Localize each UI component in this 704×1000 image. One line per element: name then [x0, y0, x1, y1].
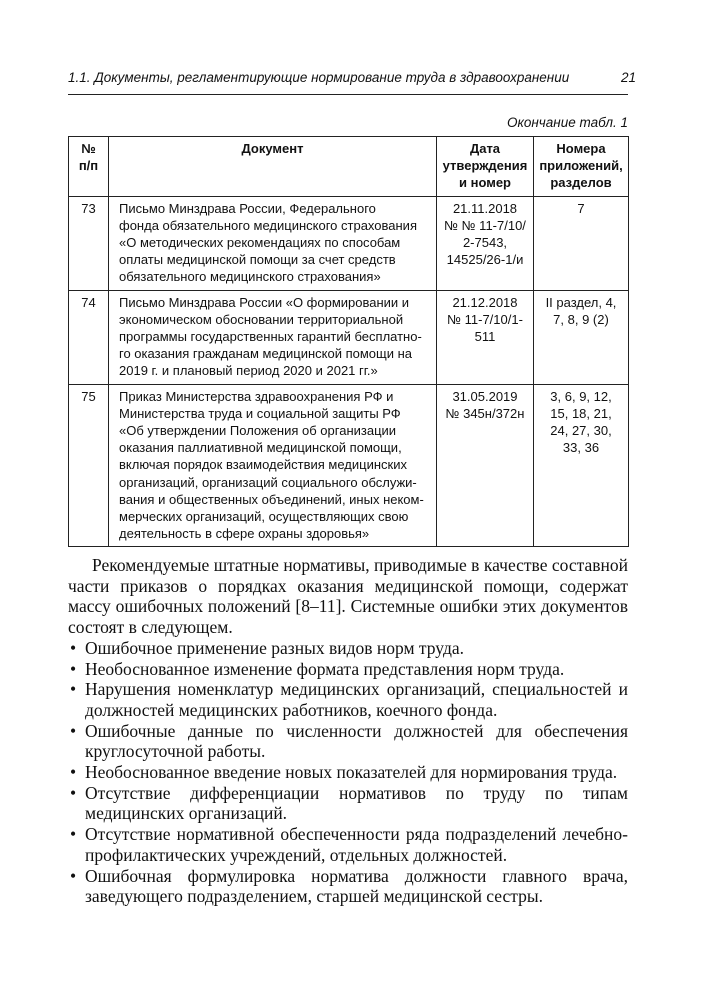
list-item: [68, 659, 628, 680]
bullet-mark: •: [70, 720, 77, 741]
column-header-number: № п/п: [69, 137, 109, 197]
table-header-row: [69, 137, 629, 197]
column-header-document: Документ: [109, 137, 437, 197]
row-date: 21.11.2018 № № 11-7/10/ 2-7543, 14525/26-1/и: [437, 196, 534, 290]
row-appendices: 3, 6, 9, 12, 15, 18, 21, 24, 27, 30, 33, 36: [534, 384, 629, 547]
table-row: [69, 290, 629, 384]
list-item: [68, 721, 628, 762]
list-item: [68, 679, 628, 720]
row-document: Письмо Минздрава России, Федерального фонда обязательного медицинского страхования «О методических рекомендациях по способам оплаты медицинской помощи за счет средств обязательного медицинского страхования»: [109, 196, 437, 290]
body-text: [68, 555, 628, 907]
row-document: Письмо Минздрава России «О формировании и экономическом обосновании территориальной программы государственных гарантий бесплатно- го оказания гражданам медицинской помощи на 2019 г. и плановый период 2020 и 2021 гг.»: [109, 290, 437, 384]
list-item-text: Ошибочная формулировка норматива должности главного врача, заведующего подразделением, старшей медицинской сестры.: [85, 865, 628, 907]
column-header-date: Дата утверждения и номер: [437, 137, 534, 197]
list-item: [68, 638, 628, 659]
row-appendices: II раздел, 4, 7, 8, 9 (2): [534, 290, 629, 384]
list-item-text: Необоснованное введение новых показателей для нормирования труда.: [85, 762, 618, 783]
bullet-mark: •: [70, 824, 77, 845]
table-row: [69, 384, 629, 547]
bullet-mark: •: [70, 658, 77, 679]
bullet-mark: •: [70, 762, 77, 783]
row-appendices: 7: [534, 196, 629, 290]
table-row: [69, 196, 629, 290]
bullet-mark: •: [70, 679, 77, 700]
list-item-text: Ошибочное применение разных видов норм труда.: [85, 637, 465, 658]
list-item-text: Отсутствие дифференциации нормативов по труду по типам медицинских организаций.: [85, 782, 628, 824]
list-item: [68, 824, 628, 865]
page-number: 21: [620, 70, 636, 85]
intro-paragraph: Рекомендуемые штатные нормативы, приводимые в качестве составной части приказов о порядках оказания медицинской помощи, содержат массу ошибочных положений [8–11]. Системные ошибки этих документов состоят в следующем.: [68, 555, 628, 638]
row-number: 74: [69, 290, 109, 384]
list-item-text: Ошибочные данные по численности должностей для обеспечения круглосуточной работы.: [85, 720, 628, 762]
column-header-appendices: Номера приложений, разделов: [534, 137, 629, 197]
header-rule: [68, 94, 628, 95]
errors-list: [68, 638, 628, 907]
row-date: 21.12.2018 № 11-7/10/1- 511: [437, 290, 534, 384]
bullet-mark: •: [70, 782, 77, 803]
row-number: 73: [69, 196, 109, 290]
list-item-text: Необоснованное изменение формата представления норм труда.: [85, 658, 565, 679]
list-item-text: Отсутствие нормативной обеспеченности ряда подразделений лечебно-профилактических учреждений, отдельных должностей.: [85, 824, 628, 865]
row-date: 31.05.2019 № 345н/372н: [437, 384, 534, 547]
list-item: [68, 783, 628, 824]
table-caption: Окончание табл. 1: [506, 115, 628, 130]
running-title: 1.1. Документы, регламентирующие нормирование труда в здравоохранении: [68, 70, 570, 85]
row-document: Приказ Министерства здравоохранения РФ и Министерства труда и социальной защиты РФ «Об утверждении Положения об организации оказания паллиативной медицинской помощи, включая порядок взаимодействия медицинских организаций, организаций социального обслужи- вания и общественных объединений, иных неком- мерческих организаций, осуществляющих свою деятельность в сфере охраны здоровья»: [109, 384, 437, 547]
list-item: [68, 866, 628, 907]
list-item: [68, 762, 628, 783]
list-item-text: Нарушения номенклатур медицинских организаций, специальностей и должностей медицинских работников, коечного фонда.: [85, 679, 628, 720]
running-header: [68, 70, 636, 85]
bullet-mark: •: [70, 865, 77, 886]
row-number: 75: [69, 384, 109, 547]
documents-table: [68, 136, 629, 547]
bullet-mark: •: [70, 637, 77, 658]
